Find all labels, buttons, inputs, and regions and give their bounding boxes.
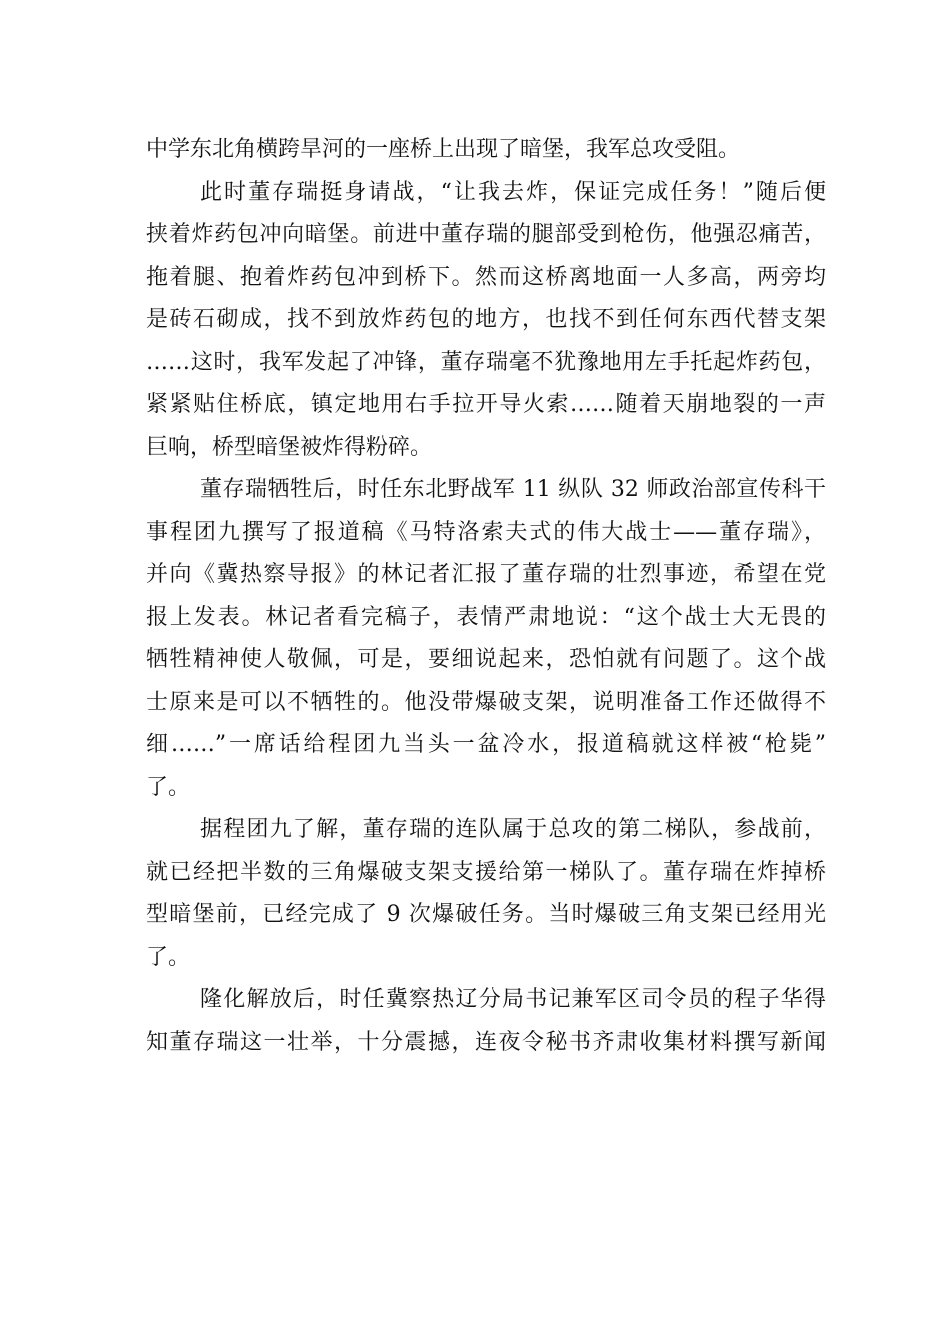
text-line: 是砖石砌成，找不到放炸药包的地方，也找不到任何东西代替支架 (146, 307, 826, 332)
text-line: 隆化解放后，时任冀察热辽分局书记兼军区司令员的程子华得 (200, 987, 826, 1012)
paragraph (146, 129, 826, 172)
body-text (146, 129, 826, 1064)
paragraph (146, 469, 826, 809)
paragraph (146, 172, 826, 470)
text-line: 了。 (146, 774, 191, 800)
text-line: 巨响，桥型暗堡被炸得粉碎。 (146, 434, 433, 460)
text-line: 士原来是可以不牺牲的。他没带爆破支架，说明准备工作还做得不 (146, 689, 826, 715)
paragraph (146, 809, 826, 979)
text-line: 就已经把半数的三角爆破支架支援给第一梯队了。董存瑞在炸掉桥 (146, 859, 826, 885)
text-line: 中学东北角横跨旱河的一座桥上出现了暗堡，我军总攻受阻。 (146, 137, 741, 162)
text-line: 并向《冀热察导报》的林记者汇报了董存瑞的壮烈事迹，希望在党 (146, 562, 826, 587)
text-line: 牺牲精神使人敬佩，可是，要细说起来，恐怕就有问题了。这个战 (146, 647, 826, 672)
text-line: 事程团九撰写了报道稿《马特洛索夫式的伟大战士——董存瑞》， (146, 519, 826, 545)
text-line: 知董存瑞这一壮举，十分震撼，连夜令秘书齐肃收集材料撰写新闻 (146, 1029, 826, 1055)
text-line: 挟着炸药包冲向暗堡。前进中董存瑞的腿部受到枪伤，他强忍痛苦， (146, 222, 826, 247)
text-line: 据程团九了解，董存瑞的连队属于总攻的第二梯队，参战前， (200, 817, 826, 842)
text-line: 型暗堡前，已经完成了 9 次爆破任务。当时爆破三角支架已经用光 (146, 902, 826, 927)
text-line: ……这时，我军发起了冲锋，董存瑞毫不犹豫地用左手托起炸药包， (146, 349, 826, 375)
paragraph (146, 979, 826, 1064)
text-line: 拖着腿、抱着炸药包冲到桥下。然而这桥离地面一人多高，两旁均 (146, 264, 826, 290)
text-line: 细……”一席话给程团九当头一盆冷水，报道稿就这样被“枪毙” (146, 732, 826, 757)
text-line: 了。 (146, 944, 191, 970)
text-line: 紧紧贴住桥底，镇定地用右手拉开导火索……随着天崩地裂的一声 (146, 392, 826, 417)
text-line: 此时董存瑞挺身请战，“让我去炸，保证完成任务！”随后便 (200, 179, 826, 205)
text-line: 报上发表。林记者看完稿子，表情严肃地说：“这个战士大无畏的 (146, 604, 826, 630)
text-line: 董存瑞牺牲后，时任东北野战军 11 纵队 32 师政治部宣传科干 (200, 477, 826, 502)
